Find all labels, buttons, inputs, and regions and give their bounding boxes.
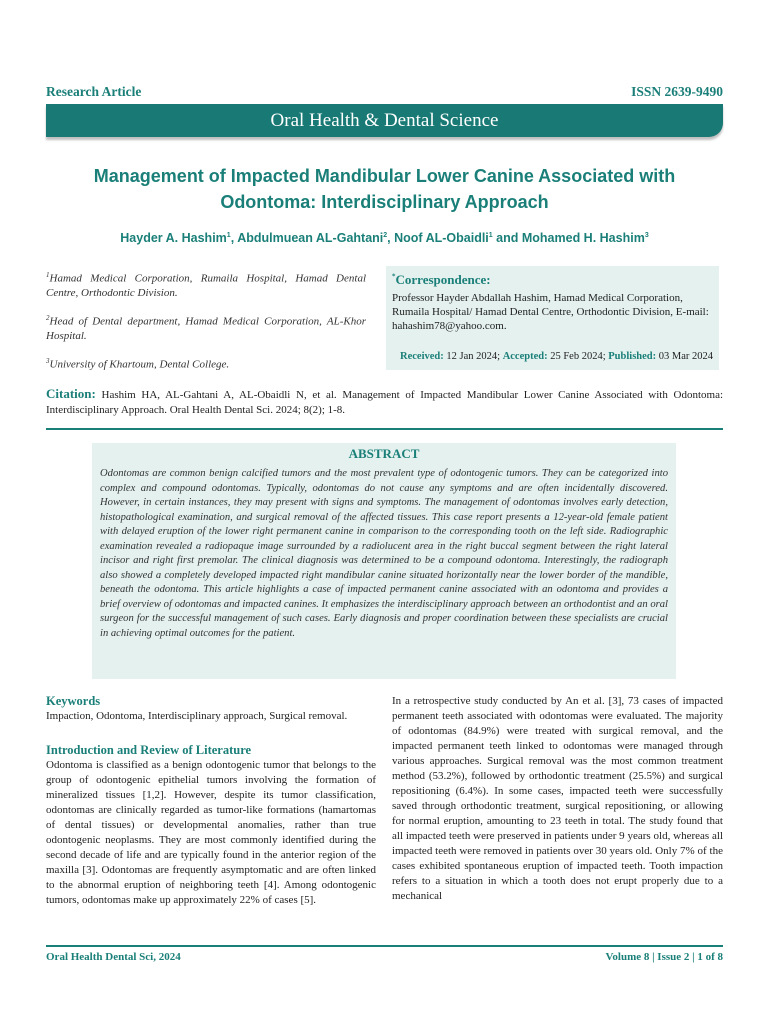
journal-banner: [46, 104, 723, 137]
affiliation-sup: 2: [46, 314, 50, 322]
correspondence-body: Professor Hayder Abdallah Hashim, Hamad Medical Corporation, Rumaila Hospital/ Hamad Dental Centre, Orthodontic Division, E-mail: hahashim78@yahoo.com.: [392, 292, 709, 332]
right-column-text: In a retrospective study conducted by An et al. [3], 73 cases of impacted permanent teeth associated with odontomas were evaluated. The majority of odontomas (84.9%) were treated with surgical removal, and the impacted permanent teeth linked to odontomas were managed through various approaches. Surgical removal was the most common treatment method (53.2%), followed by orthodontic treatment (25.5%) and surgical repositioning (6.4%). In some cases, impacted teeth were successfully saved through orthodontic treatment, surgical repositioning, or allowing for normal eruption, amounting to 23 teeth in total. The study found that all impacted teeth were preserved in patients under 9 years old, whereas all impacted teeth were removed in patients over 30 years old. Only 7% of the cases exhibited spontaneous eruption of impacted teeth. Tooth impaction refers to a situation in which a tooth does not erupt properly due to a mechanical: [392, 695, 723, 902]
footer-journal: Oral Health Dental Sci, 2024: [46, 951, 181, 963]
author: Noof AL-Obaidli: [394, 231, 489, 245]
abstract-heading: ABSTRACT: [348, 446, 420, 461]
author-separator: ,: [230, 231, 238, 245]
top-header: [46, 84, 723, 100]
footer-divider: [46, 945, 723, 947]
article-type: Research Article: [46, 84, 142, 99]
correspondence-marker: *: [392, 272, 396, 281]
left-column: [46, 694, 376, 908]
paper-title: Management of Impacted Mandibular Lower Canine Associated with Odontoma: Interdisciplinary Approach: [93, 166, 676, 212]
affiliation-text: Head of Dental department, Hamad Medical Corporation, AL-Khor Hospital.: [46, 315, 366, 342]
correspondence-box: [386, 266, 719, 370]
author-sup: 1: [488, 231, 493, 239]
affiliation-sup: 3: [46, 357, 50, 365]
affiliation-3: [46, 354, 366, 372]
footer-volume: Volume 8 | Issue 2 | 1 of 8: [605, 951, 723, 963]
published-date: 03 Mar 2024: [658, 351, 713, 362]
author: Mohamed H. Hashim: [521, 231, 645, 245]
affiliation-text: University of Khartoum, Dental College.: [49, 358, 230, 371]
page-footer: [46, 951, 723, 963]
abstract-text: Odontomas are common benign calcified tumors and the most prevalent type of odontogenic tumors. They can be categorized into complex and compound odontomas. Typically, odontomas do not cause any symptoms and are often incidentally discovered. However, in certain instances, they may present with signs and symptoms. The management of odontomas involves early detection, histopathological examination, and surgical removal of the affected tissues. This case report presents a 12-year-old female patient with delayed eruption of the lower right permanent canine in comparison to the corresponding tooth on the left side. Radiographic examination revealed a radiopaque image surrounded by a radiolucent area in the right buccal segment between the right lateral incisor and right first premolar. The clinical diagnosis was determined to be a compound odontoma. Interestingly, the radiograph also showed a completely developed impacted right mandibular canine situated horizontally near the lower border of the mandible, beneath the odontoma. This article highlights a case of impacted permanent canine associated with an odontoma and provides a brief overview of odontomas and impacted canines. It emphasizes the interdisciplinary approach between an orthodontist and an oral surgeon for the successful management of such cases. Early diagnosis and proper coordination between these specialists are crucial in achieving optimal outcomes for the patient.: [100, 468, 668, 639]
dates-line: [396, 351, 713, 362]
journal-name: Oral Health & Dental Science: [270, 109, 499, 131]
author: Abdulmuean AL-Gahtani: [237, 231, 384, 245]
intro-heading: Introduction and Review of Literature: [46, 743, 252, 757]
accepted-date: 25 Feb 2024;: [550, 351, 606, 362]
author-separator: and: [492, 231, 522, 245]
author-separator: ,: [387, 231, 395, 245]
accepted-label: Accepted:: [502, 351, 548, 362]
right-column: [392, 694, 723, 904]
keywords-heading: Keywords: [46, 694, 101, 708]
issn: ISSN 2639-9490: [631, 84, 723, 99]
received-label: Received:: [400, 351, 444, 362]
divider: [46, 428, 723, 430]
citation-text: Hashim HA, AL-Gahtani A, AL-Obaidli N, et al. Management of Impacted Mandibular Lower Canine Associated with Odontoma: Interdisciplinary Approach. Oral Health Dental Sci. 2024; 8(2); 1-8.: [46, 389, 724, 416]
published-label: Published:: [608, 351, 657, 362]
author-sup: 3: [644, 231, 649, 239]
citation-label: Citation:: [46, 386, 96, 401]
author-sup: 2: [383, 231, 388, 239]
intro-text: Odontoma is classified as a benign odontogenic tumor that belongs to the group of odontogenic epithelial tumors involving the formation of mineralized tissues [1,2]. However, despite its tumor classification, odontomas are clinically regarded as tumor-like formations (hamartomas of dental tissues) or developmental anomalies, rather than true odontogenic neoplasms. They are most commonly identified during the second decade of life and are typically found in the anterior region of the maxilla [3]. Odontomas are frequently asymptomatic and are often linked to the abnormal eruption of neighboring teeth [4]. Among odontogenic tumors, odontomas make up approximately 22% of cases [5].: [46, 759, 376, 906]
affiliation-text: Hamad Medical Corporation, Rumaila Hospital, Hamad Dental Centre, Orthodontic Division.: [46, 272, 366, 299]
keywords-text: Impaction, Odontoma, Interdisciplinary approach, Surgical removal.: [46, 710, 348, 722]
correspondence-label: Correspondence:: [395, 272, 491, 287]
affiliation-2: [46, 311, 366, 343]
affiliation-sup: 1: [46, 271, 50, 279]
citation: [46, 386, 723, 418]
author-sup: 1: [226, 231, 231, 239]
affiliation-1: [46, 268, 366, 300]
author: Hayder A. Hashim: [120, 231, 227, 245]
correspondence-heading: [392, 272, 719, 288]
author-list: [46, 231, 723, 245]
received-date: 12 Jan 2024;: [446, 351, 501, 362]
abstract-box: [92, 443, 676, 679]
